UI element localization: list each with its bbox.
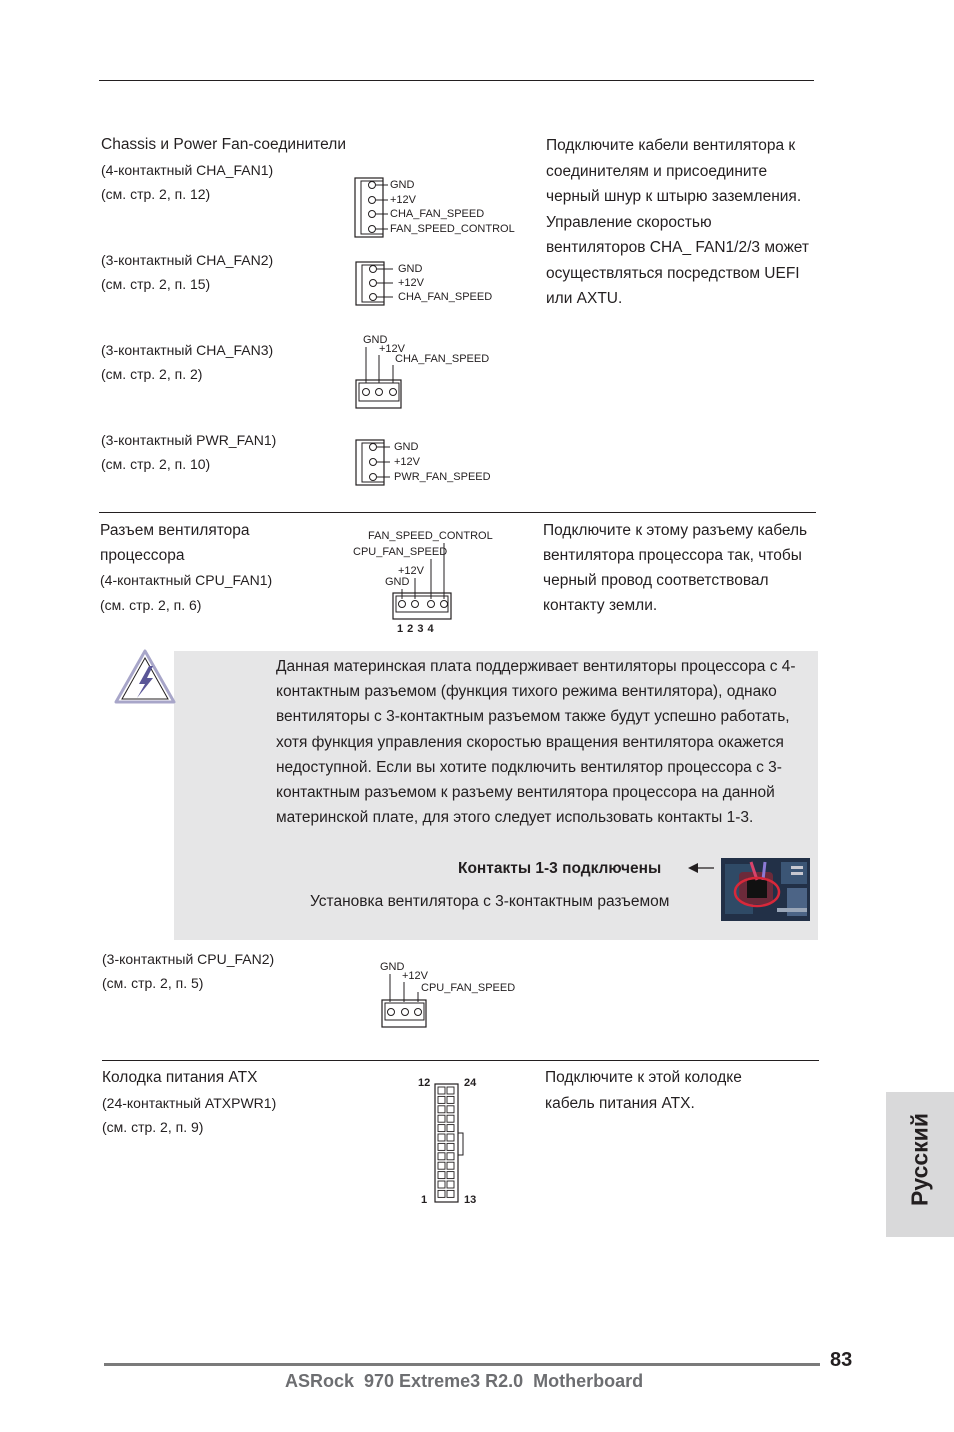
atx-header: (24-контактный ATXPWR1)	[102, 1095, 277, 1111]
cpu-fan-description: Подключите к этому разъему кабель вентилятора процессора так, чтобы черный провод соответствовал контакту земли.	[543, 522, 808, 614]
footer-product: ASRock 970 Extreme3 R2.0 Motherboard	[285, 1371, 644, 1391]
pin-label: CPU_FAN_SPEED	[353, 546, 448, 558]
pin-numbers: 1 2 3 4	[397, 623, 434, 635]
chassis-description: Подключите кабели вентилятора к соединителям и присоедините черный шнур к штырю заземления. Управление скоростью вентиляторов CHA_ FAN1/2/3 может осуществляться посредством UEFI или AXTU.	[546, 137, 810, 307]
pin-label: GND	[380, 961, 405, 973]
pin-label: CHA_FAN_SPEED	[395, 353, 490, 365]
cpu-fan1-diagram	[350, 527, 493, 639]
atx-label-1: 1	[421, 1194, 428, 1206]
atx-pin	[438, 1153, 445, 1160]
pin-label: PWR_FAN_SPEED	[394, 471, 491, 483]
cpu-fan1-header: (4-контактный CPU_FAN1)	[100, 572, 273, 588]
pwr-fan1-header: (3-контактный PWR_FAN1)	[101, 432, 277, 448]
cha-fan1-diagram	[354, 177, 524, 239]
cha-fan2-diagram	[355, 261, 505, 307]
language-side-tab	[886, 1092, 954, 1237]
cha-fan2-ref: (см. стр. 2, п. 15)	[101, 276, 211, 292]
pin-label: GND	[363, 334, 388, 346]
atx-pin	[447, 1172, 454, 1179]
side-tab-label: Русский	[906, 1113, 933, 1206]
atx-ref: (см. стр. 2, п. 9)	[102, 1119, 204, 1135]
cha-fan1-ref: (см. стр. 2, п. 12)	[101, 186, 211, 202]
top-rule	[99, 80, 814, 81]
atx-pin	[438, 1115, 445, 1122]
pin-label: CHA_FAN_SPEED	[390, 208, 485, 220]
atx-label-24: 24	[464, 1077, 477, 1089]
pin-label: +12V	[402, 970, 428, 982]
warning-icon	[113, 648, 177, 706]
cha-fan2-header: (3-контактный CHA_FAN2)	[101, 252, 274, 268]
pin-label: FAN_SPEED_CONTROL	[368, 530, 493, 542]
pins-connected-label: Контакты 1-3 подключены	[458, 860, 662, 877]
atx-pin	[438, 1096, 445, 1103]
atx-pin	[447, 1181, 454, 1188]
pin-label: +12V	[394, 456, 420, 468]
install-caption: Установка вентилятора с 3-контактным разъемом	[310, 893, 670, 910]
atx-pin	[447, 1190, 454, 1197]
atx-connector-diagram	[415, 1075, 485, 1210]
atx-pin	[438, 1162, 445, 1169]
cpu-fan-title-line1: Разъем вентилятора	[100, 522, 250, 539]
atx-pin	[447, 1106, 454, 1113]
atx-pin	[447, 1115, 454, 1122]
pin-label: +12V	[398, 565, 424, 577]
cpu-fan2-diagram	[380, 960, 530, 1030]
pin-label: GND	[398, 263, 423, 275]
cha-fan3-diagram	[355, 333, 505, 411]
cpu-fan-title-line2: процессора	[100, 547, 185, 564]
pin-label: +12V	[379, 343, 405, 355]
atx-pin	[438, 1134, 445, 1141]
atx-pin	[438, 1172, 445, 1179]
atx-pin	[447, 1134, 454, 1141]
cpu-fan2-ref: (см. стр. 2, п. 5)	[102, 975, 204, 991]
note-text: Данная материнская плата поддерживает вентиляторы процессора с 4-контактным разъемом (функция тихого режима вентилятора), однако вентиляторы с 3-контактным разъемом также будут успешно работать, хотя функция управления скоростью вращения вентилятора окажется недоступной. Если вы хотите подключить вентилятор процессора с 3-контактным разъемом к разъему вентилятора процессора на данной материнской плате, для этого следует использовать контакты 1-3.	[276, 658, 796, 827]
atx-pin	[438, 1087, 445, 1094]
pin-label: +12V	[398, 277, 424, 289]
atx-pin	[447, 1162, 454, 1169]
atx-label-13: 13	[464, 1194, 477, 1206]
atx-pin	[438, 1190, 445, 1197]
arrow-icon	[686, 861, 716, 875]
atx-pin	[447, 1096, 454, 1103]
atx-pin	[447, 1143, 454, 1150]
atx-label-12: 12	[418, 1077, 431, 1089]
atx-pin	[438, 1106, 445, 1113]
pin-label: GND	[385, 576, 410, 588]
atx-pin	[438, 1143, 445, 1150]
atx-pin	[438, 1125, 445, 1132]
pin-label: +12V	[390, 194, 416, 206]
cha-fan1-header: (4-контактный CHA_FAN1)	[101, 162, 274, 178]
footer-rule	[104, 1363, 820, 1366]
pin-label: CHA_FAN_SPEED	[398, 291, 493, 303]
atx-pin	[438, 1181, 445, 1188]
cpu-fan1-ref: (см. стр. 2, п. 6)	[100, 597, 202, 613]
pin-label: CPU_FAN_SPEED	[421, 982, 516, 994]
pin-label: FAN_SPEED_CONTROL	[390, 223, 515, 235]
cha-fan3-ref: (см. стр. 2, п. 2)	[101, 366, 203, 382]
pwr-fan1-ref: (см. стр. 2, п. 10)	[101, 456, 211, 472]
pin-label: GND	[394, 441, 419, 453]
atx-pin	[447, 1087, 454, 1094]
chassis-title: Chassis и Power Fan-соединители	[101, 136, 346, 153]
fan-install-photo	[721, 858, 810, 921]
atx-description: Подключите к этой колодке кабель питания ATX.	[545, 1069, 742, 1112]
section-rule	[99, 512, 816, 513]
pin-label: GND	[390, 179, 415, 191]
cha-fan3-header: (3-контактный CHA_FAN3)	[101, 342, 274, 358]
atx-pin	[447, 1153, 454, 1160]
pwr-fan1-diagram	[355, 439, 505, 487]
page-number: 83	[830, 1349, 853, 1371]
cpu-fan2-header: (3-контактный CPU_FAN2)	[102, 951, 275, 967]
atx-title: Колодка питания ATX	[102, 1069, 258, 1086]
atx-pin	[447, 1125, 454, 1132]
section-rule	[102, 1060, 819, 1061]
